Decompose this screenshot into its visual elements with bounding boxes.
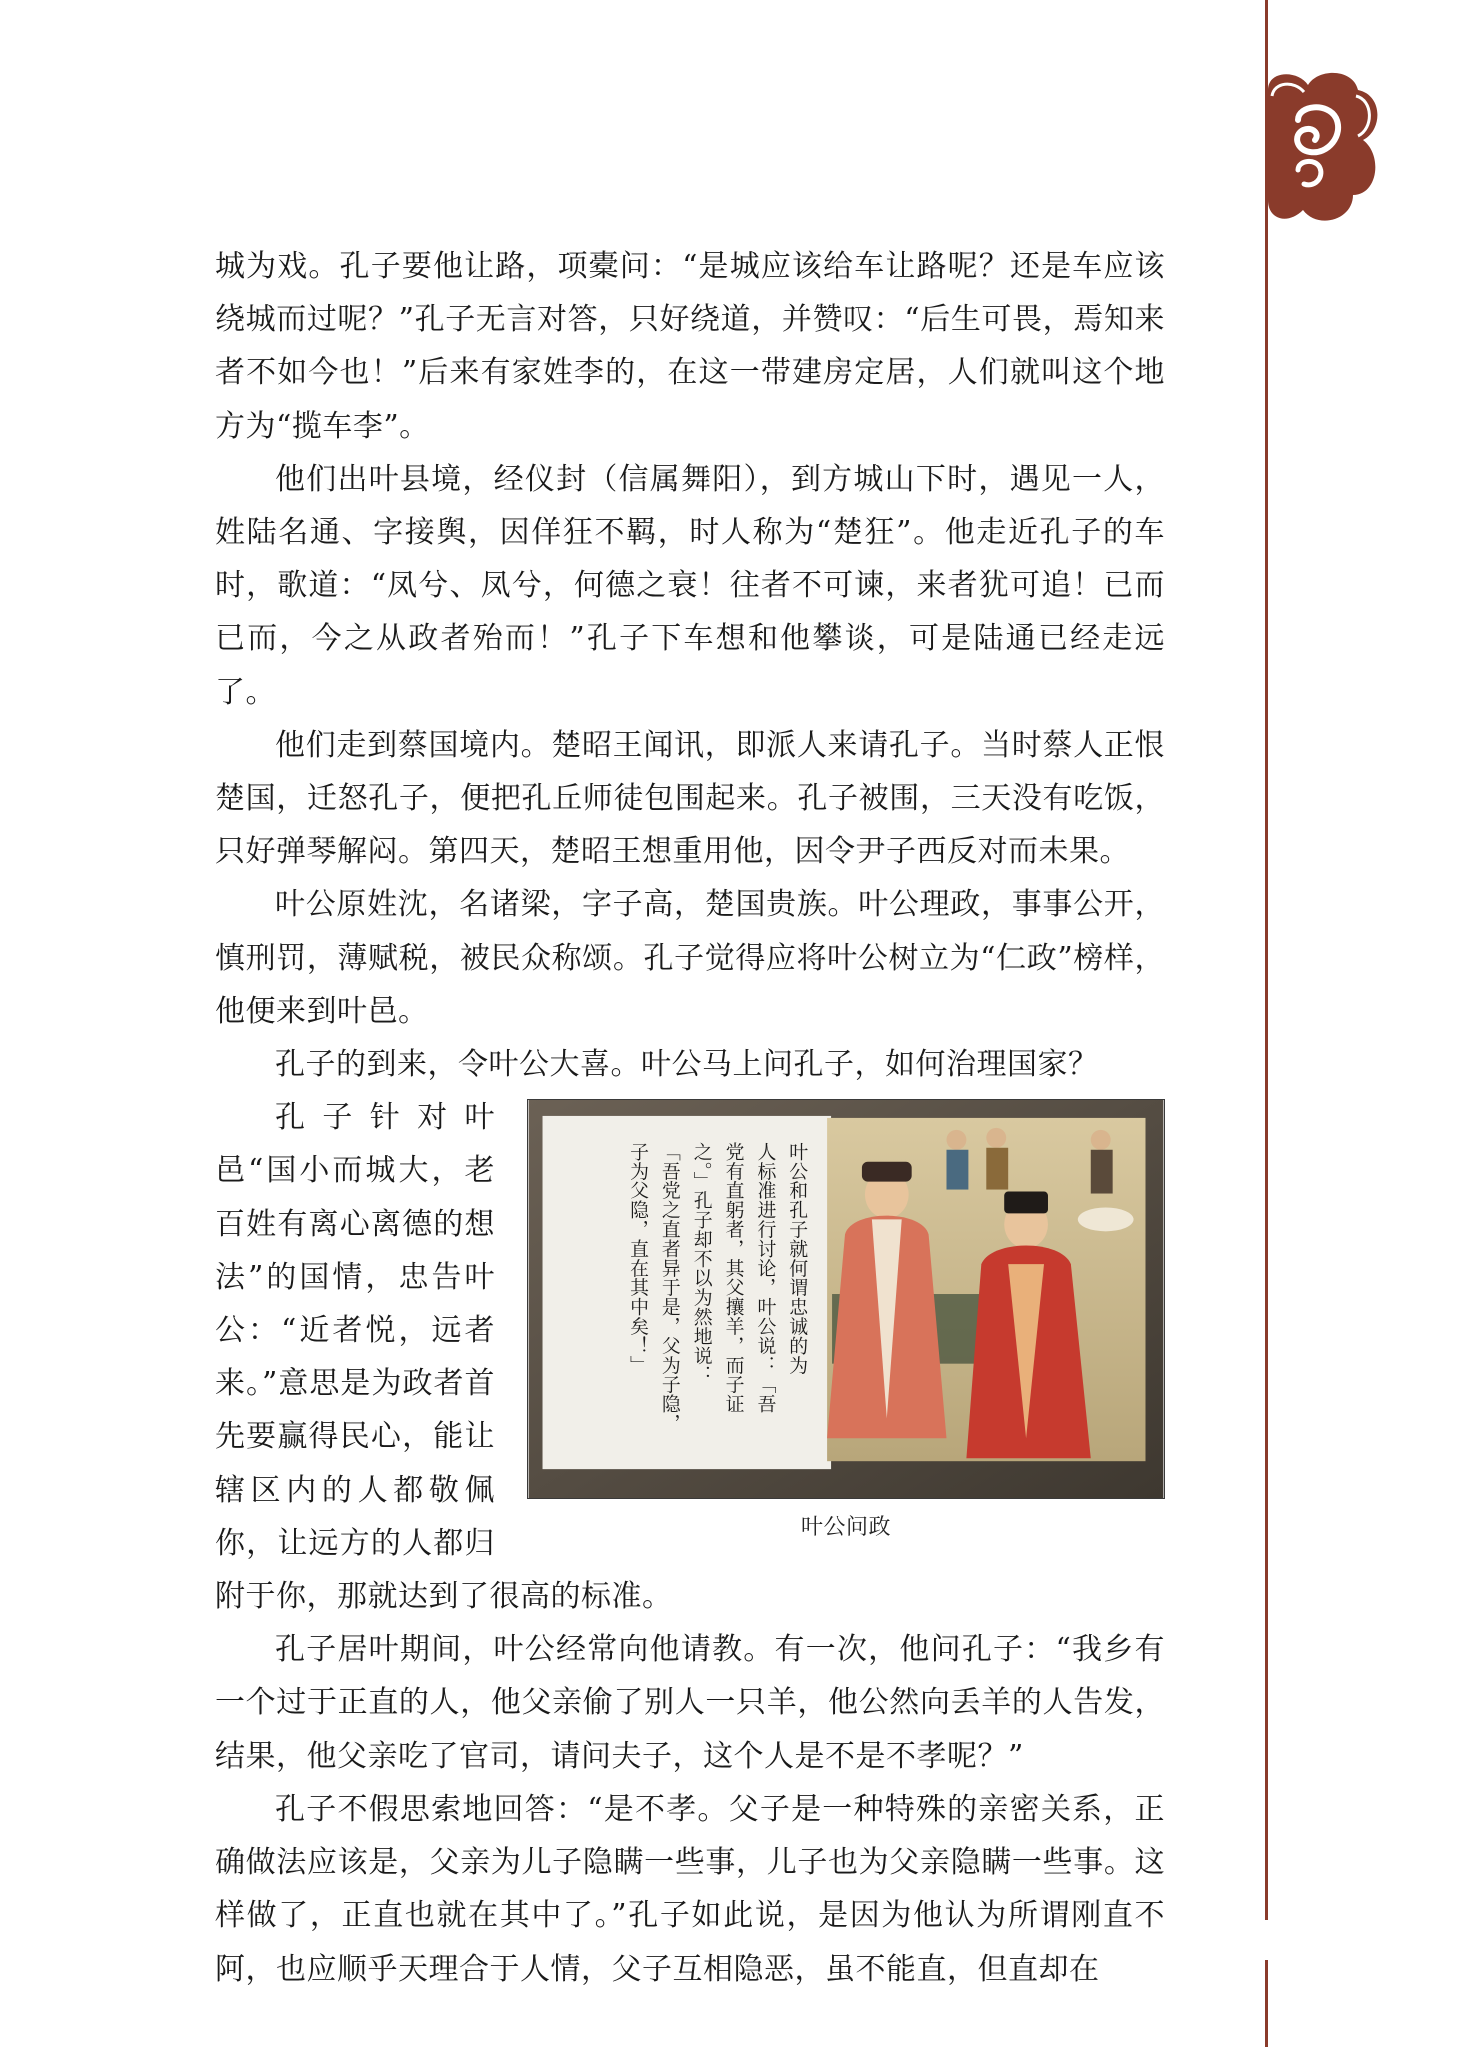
figure-wrap-section [215,1091,1165,1783]
paragraph: 他们走到蔡国境内。楚昭王闻讯，即派人来请孔子。当时蔡人正恨楚国，迁怒孔子，便把孔丘师徒包围起来。孔子被围，三天没有吃饭，只好弹琴解闷。第四天，楚昭王想重用他，因令尹子西反对而未果。 [215,727,1165,870]
panel-column: 党有直躬者，其父攘羊，而子证 [722,1142,745,1414]
paragraph: 叶公原姓沈，名诸梁，字子高，楚国贵族。叶公理政，事事公开，慎刑罚，薄赋税，被民众称颂。孔子觉得应将叶公树立为“仁政”榜样，他便来到叶邑。 [215,887,1165,1029]
panel-column: 「吾党之直者异于是，父为子隐， [658,1142,681,1434]
figure [527,1099,1165,1543]
paragraph: 孔子不假思索地回答：“是不孝。父子是一种特殊的亲密关系，正确做法应该是，父亲为儿子隐瞒一些事，儿子也为父亲隐瞒一些事。这样做了，正直也就在其中了。”孔子如此说，是因为他认为所谓刚直不阿，也应顺乎天理合于人情，父子互相隐恶，虽不能直，但直却在 [215,1791,1165,1987]
panel-column: 人标准进行讨论，叶公说：「吾 [754,1142,777,1414]
paragraph: 孔子针对叶邑“国小而城大，老百姓有离心离德的想法”的国情，忠告叶公：“近者悦，远者来。”意思是为政者首先要赢得民心，能让辖区内的人都敬佩你，让远方的人都归附于你，那就达到了很高的标准。 [215,1100,673,1615]
paragraph: 孔子居叶期间，叶公经常向他请教。有一次，他问孔子：“我乡有一个过于正直的人，他父亲偷了别人一只羊，他公然向丢羊的人告发，结果，他父亲吃了官司，请问夫子，这个人是不是不孝呢？” [215,1632,1165,1774]
margin-rule-lower [1265,1960,1268,2047]
mural-photo [527,1099,1165,1499]
panel-column: 之。」孔子却不以为然地说： [690,1142,713,1385]
cloud-scroll-ornament-icon [1258,60,1383,240]
margin-rule [1265,0,1268,1920]
figure-caption: 叶公问政 [800,1515,891,1541]
paragraph: 孔子的到来，令叶公大喜。叶公马上问孔子，如何治理国家？ [275,1047,1099,1083]
panel-column: 子为父隐，直在其中矣！」 [627,1142,650,1375]
paragraph: 城为戏。孔子要他让路，项橐问：“是城应该给车让路呢？还是车应该绕城而过呢？”孔子无言对答，只好绕道，并赞叹：“后生可畏，焉知来者不如今也！”后来有家姓李的，在这一带建房定居，人们就叫这个地方为“揽车李”。 [215,249,1165,444]
paragraph: 他们出叶县境，经仪封（信属舞阳），到方城山下时，遇见一人，姓陆名通、字接舆，因佯狂不羁，时人称为“楚狂”。他走近孔子的车时，歌道：“凤兮、凤兮，何德之衰！往者不可谏，来者犹可追！已而已而，今之从政者殆而！”孔子下车想和他攀谈，可是陆通已经走远了。 [215,461,1165,710]
body-text [215,240,1165,1996]
panel-column: 叶公和孔子就何谓忠诚的为 [786,1142,809,1375]
